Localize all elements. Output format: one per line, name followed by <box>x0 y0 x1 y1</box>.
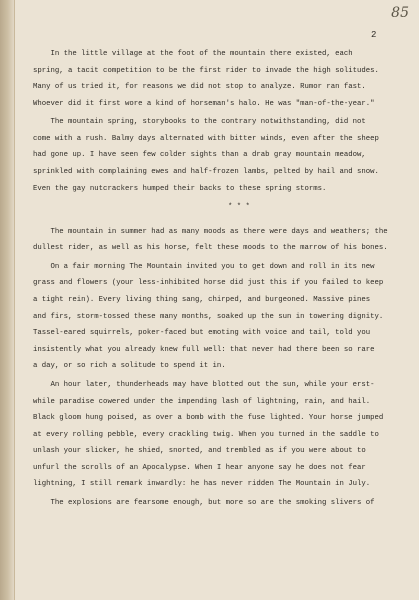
typed-text-body <box>33 46 415 512</box>
text-line: spring, a tacit competition to be the first rider to invade the high solitudes. <box>33 66 379 75</box>
text-line: at every rolling pebble, every crackling twig. When you turned in the saddle to <box>33 430 379 439</box>
text-line: insistently what you already knew full well: that never had there been so rare <box>33 345 375 354</box>
text-line: grass and flowers (your less-inhibited horse did just this if you failed to keep <box>33 279 384 288</box>
text-line: On a fair morning The Mountain invited you to get down and roll in its new <box>33 262 375 271</box>
handwritten-folio-number: 85 <box>391 5 409 21</box>
text-line: Black gloom hung poised, as over a bomb with the fuse lighted. Your horse jumped <box>33 414 384 423</box>
text-line: An hour later, thunderheads may have blotted out the sun, while your erst- <box>33 380 375 389</box>
text-line: sprinkled with complaining ewes and half-frozen lambs, pelted by hail and snow. <box>33 168 379 177</box>
text-line: dullest rider, as well as his horse, felt these moods to the marrow of his bones. <box>33 244 388 253</box>
blank-line <box>33 216 415 224</box>
text-line: while paradise cowered under the impending lash of lightning, rain, and hail. <box>33 397 371 406</box>
text-line: a tight rein). Every living thing sang, chirped, and burgeoned. Massive pines <box>33 296 371 305</box>
text-line: a day, or so rich a solitude to spend it in. <box>33 362 226 371</box>
text-line: In the little village at the foot of the mountain there existed, each <box>33 50 353 58</box>
page-number: 2 <box>371 30 377 40</box>
text-line: and firs, storm-tossed these many months, soaked up the sun in towering dignity. <box>33 312 384 321</box>
text-line: The explosions are fearsome enough, but more so are the smoking slivers of <box>33 498 375 507</box>
text-line: had gone up. I have seen few colder sights than a drab gray mountain meadow, <box>33 151 366 160</box>
text-line: The mountain in summer had as many moods as there were days and weathers; the <box>33 227 388 236</box>
text-line: come with a rush. Balmy days alternated with bitter winds, even after the sheep <box>33 134 379 143</box>
text-line: Many of us tried it, for reasons we did not stop to analyze. Rumor ran fast. <box>33 83 366 92</box>
text-line: unfurl the scrolls of an Apocalypse. When I hear anyone say he does not fear <box>33 463 366 472</box>
text-line: Even the gay nutcrackers humped their backs to these spring storms. <box>33 184 327 193</box>
book-binding <box>0 0 14 600</box>
text-line: The mountain spring, storybooks to the contrary notwithstanding, did not <box>33 118 366 127</box>
text-line: unlash your slicker, he shied, snorted, and trembled as if you were about to <box>33 447 366 456</box>
document-page <box>15 0 419 600</box>
text-line: Tassel-eared squirrels, poker-faced but emoting with voice and tail, told you <box>33 329 371 338</box>
text-line: Whoever did it first wore a kind of horseman's halo. He was "man-of-the-year." <box>33 99 375 108</box>
text-line: lightning, I still remark inwardly: he has never ridden The Mountain in July. <box>33 480 371 489</box>
section-break: * * * <box>228 203 250 212</box>
